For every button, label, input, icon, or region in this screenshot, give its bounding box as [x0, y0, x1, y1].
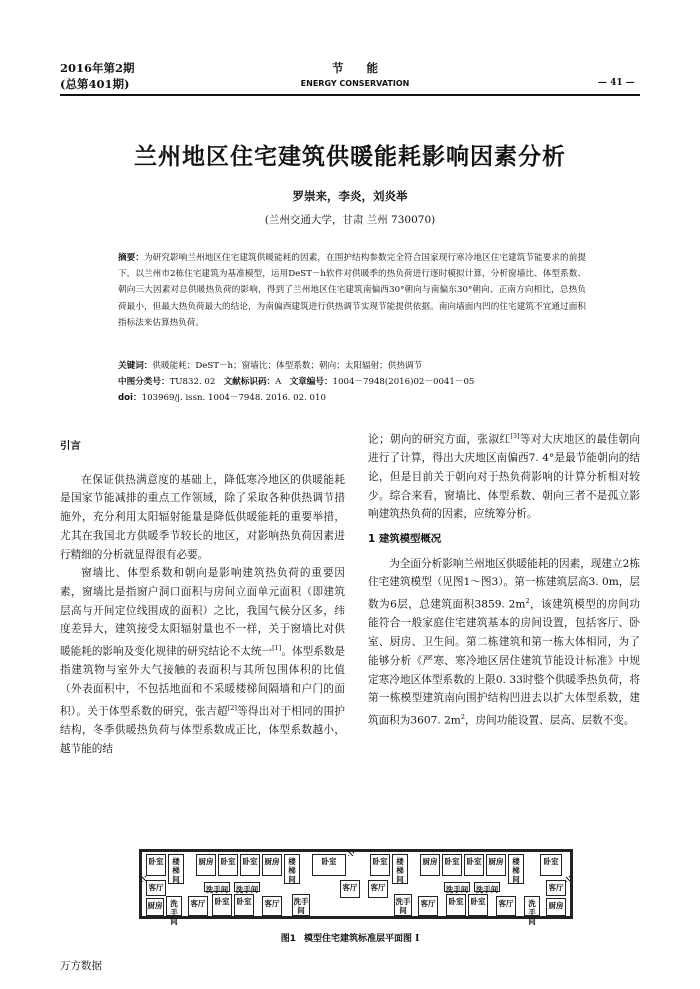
abstract-text: 为研究影响兰州地区住宅建筑供暖能耗的因素，在围护结构参数完全符合国家现行寒冷地区住宅建筑节能要求的前提下，以兰州市2栋住宅建筑为基准模型，运用DeST－h软件对供暖季的热负荷进行逐时模拟计算，分析窗墙比、体型系数、朝向三大因素对总供暖热负荷的影响，得到了兰州地区住宅建筑南偏西30°朝向与南偏东30°朝向、正南方向相比，总热负荷最小，但最大热负荷最大的结论，为南偏西建筑进行供热调节实现节能提供依据。南向墙面内凹的住宅建筑不宜通过面积指标法来估算热负荷。 — [118, 253, 586, 328]
room-bedroom: 卧室 — [446, 894, 466, 916]
abstract — [118, 250, 586, 331]
journal-name-en: ENERGY CONSERVATION — [300, 79, 410, 88]
room-stair: 楼梯间 — [168, 854, 184, 884]
article-value: 1004－7948(2016)02－0041－05 — [332, 377, 475, 387]
room-living: 客厅 — [418, 896, 438, 916]
room-bedroom: 卧室 — [312, 854, 346, 876]
figure-number: 图1 — [280, 934, 296, 944]
intro-heading: 引言 — [60, 440, 81, 452]
issue-number: 2016年第2期 — [60, 61, 135, 75]
clc-label: 中图分类号： — [118, 377, 170, 387]
abstract-label: 摘要： — [118, 253, 145, 263]
journal-name-cn: 节 能 — [332, 61, 378, 75]
room-wash: 洗手间 — [292, 894, 310, 916]
room-living: 客厅 — [188, 896, 208, 916]
keywords — [118, 358, 588, 374]
doc-label: 文献标识码： — [223, 377, 276, 387]
keywords-label: 关键词： — [118, 361, 153, 371]
room-bedroom: 卧室 — [218, 854, 238, 876]
room-kitchen: 厨房 — [420, 854, 440, 876]
journal-name — [270, 60, 440, 92]
room-wash: 洗手间 — [204, 882, 230, 892]
citation-2: [2] — [227, 703, 237, 712]
citation-1: [1] — [272, 644, 282, 653]
room-bedroom: 卧室 — [234, 894, 254, 916]
total-issue: (总第401期) — [60, 77, 130, 91]
room-kitchen: 厨房 — [196, 854, 216, 876]
right-column — [368, 427, 640, 730]
footer-watermark: 万方数据 — [60, 960, 102, 972]
header-rule — [60, 94, 640, 96]
section-1-heading: 1 建筑模型概况 — [368, 533, 442, 546]
clc-value: TU832. 02 — [169, 377, 216, 387]
right-paragraph-1: 论；朝向的研究方面，张淑红[3]等对大庆地区的最佳朝向进行了计算，得出大庆地区南偏西7. 4°是最节能朝向的结论，但是目前关于朝向对于热负荷影响的计算分析相对较少。综合来看，窗墙比、体型系数、朝向三者不是孤立影响建筑热负荷的因素，应统筹分析。 — [368, 432, 641, 521]
article-label: 文章编号： — [289, 377, 333, 387]
room-bedroom: 卧室 — [146, 854, 166, 876]
doi — [118, 390, 588, 406]
intro-paragraph-1: 在保证供热满意度的基础上，降低寒冷地区的供暖能耗是国家节能减排的重点工作领域，除了采取各种供热调节措施外，充分利用太阳辐射能量是降低供暖能耗的重要举措，尤其在我国北方供暖季节较长的地区，对影响热负荷因素进行精细的分析就显得很有必要。 — [60, 473, 345, 561]
room-wash: 洗手间 — [444, 882, 470, 892]
intro-paragraph-2: 窗墙比、体型系数和朝向是影响建筑热负荷的重要因素，窗墙比是指窗户洞口面积与房间立面单元面积（即建筑层高与开间定位线围成的面积）之比，我国气候分区多，纬度差异大，建筑接受太阳辐射量也不一样，关于窗墙比对供暖能耗的影响及变化规律的研究结论不太统一[1]。体型系数是指建筑物与室外大气接触的表面积与其所包围体积的比值（外表面积中，不包括地面和不采暖楼梯间隔墙和户门的面积）。关于体型系数的研究，张吉超[2]等得出对于相同的围护结构，冬季供暖热负荷与体型系数成正比，体型系数越小，越节能的结 — [60, 567, 346, 755]
room-kitchen: 厨房 — [546, 898, 566, 916]
room-stair: 楼梯间 — [284, 854, 300, 884]
room-kitchen: 厨房 — [262, 854, 282, 876]
room-living: 客厅 — [546, 880, 566, 896]
room-kitchen: 厨房 — [486, 854, 506, 876]
room-stair: 楼梯间 — [392, 854, 408, 884]
paper-title: 兰州地区住宅建筑供暖能耗影响因素分析 — [134, 143, 566, 170]
wall-hatch — [142, 876, 146, 882]
page-number: — 41 — — [598, 78, 635, 88]
room-bedroom: 卧室 — [540, 854, 562, 876]
figure-caption — [60, 931, 640, 944]
affiliation: (兰州交通大学，甘肃 兰州 730070) — [264, 214, 436, 226]
citation-3: [3] — [510, 432, 520, 440]
room-stair: 楼梯间 — [508, 854, 524, 884]
room-living: 客厅 — [368, 880, 388, 898]
doi-value: 103969/j. issn. 1004－7948. 2016. 02. 010 — [141, 393, 326, 403]
floor-plan-figure — [139, 849, 573, 926]
authors: 罗崇来，李炎，刘炎举 — [292, 189, 408, 203]
doi-label: doi： — [118, 393, 142, 403]
room-bedroom: 卧室 — [240, 854, 260, 876]
wall-hatch — [566, 876, 570, 882]
room-wash: 洗手间 — [166, 896, 182, 916]
room-bedroom: 卧室 — [442, 854, 462, 876]
figure-caption-text: 模型住宅建筑标准层平面图 I — [303, 934, 420, 944]
room-wash: 洗手间 — [524, 896, 540, 916]
left-column — [60, 437, 345, 758]
journal-issue — [60, 60, 135, 92]
wall-hatch — [348, 852, 354, 856]
classification — [118, 374, 588, 390]
room-bedroom: 卧室 — [468, 894, 488, 916]
room-bedroom: 卧室 — [464, 854, 484, 876]
room-wash: 洗手间 — [474, 882, 500, 892]
room-wash: 洗手间 — [394, 894, 412, 916]
keywords-text: 供暖能耗；DeST－h；窗墙比；体型系数；朝向；太阳辐射；供热调节 — [152, 361, 423, 371]
room-kitchen: 厨房 — [146, 898, 164, 916]
doc-value: A — [275, 377, 282, 387]
room-living: 客厅 — [262, 896, 282, 916]
room-living: 客厅 — [340, 880, 360, 898]
room-bedroom: 卧室 — [212, 894, 232, 916]
room-living: 客厅 — [496, 896, 516, 916]
room-living: 客厅 — [146, 880, 166, 896]
room-wash: 洗手间 — [234, 882, 260, 892]
room-bedroom: 卧室 — [370, 854, 390, 876]
right-paragraph-2: 为全面分析影响兰州地区供暖能耗的因素，现建立2栋住宅建筑模型（见图1～图3）。第一栋建筑层高3. 0m，层数为6层，总建筑面积3859. $2m^2$，该建筑模型的房间功能符合一般家庭住宅建筑基本的房间设置，包括客厅、卧室、厨房、卫生间。第二栋建筑和第一栋大体相同，为了能够分析《严寒、寒冷地区居住建筑节能设计标准》中规定寒冷地区体型系数的上限0. 33时整个供暖季热负荷，将第一栋模型建筑南向围护结构凹进去以扩大体型系数，建筑面积为3607. $2m^2$，房间功能设置、层高、层数不变。 — [368, 557, 640, 727]
